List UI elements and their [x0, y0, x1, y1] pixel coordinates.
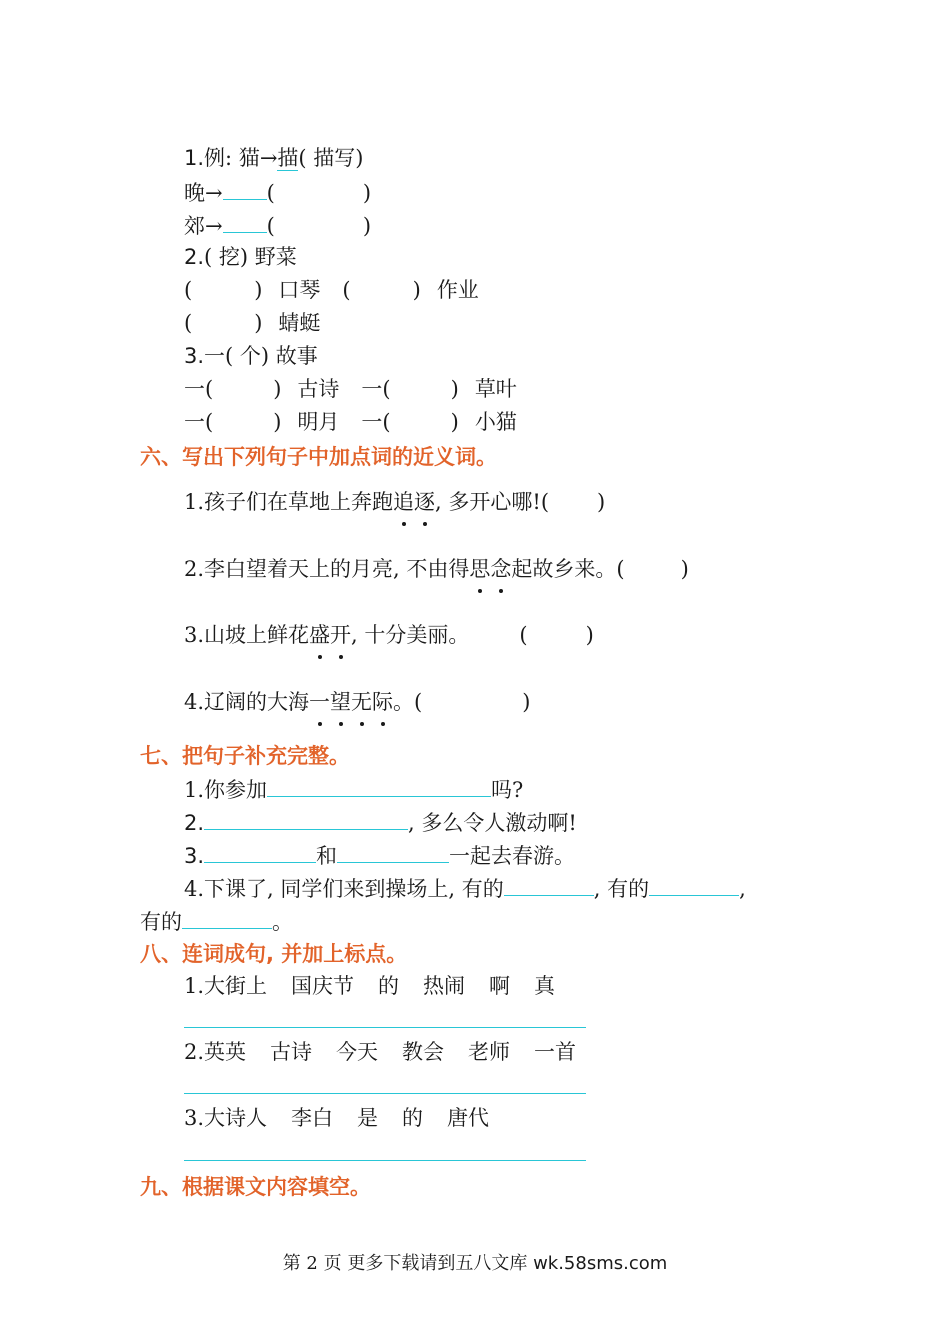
answer-line[interactable]: [184, 1160, 586, 1161]
site-link[interactable]: wk.58sms.com: [533, 1253, 668, 1274]
s6-item-1: 1.孩子们在草地上奔跑追逐, 多开心哪!( ): [184, 490, 606, 514]
s5-q3-example: 3.一( 个) 故事: [184, 344, 318, 368]
s7-item-4-cont: 有的 。: [140, 906, 293, 936]
page-footer: 第 2 页 更多下载请到五八文库 wk.58sms.com: [282, 1253, 668, 1274]
fill-blank[interactable]: [337, 840, 449, 863]
fill-blank[interactable]: [649, 873, 739, 896]
section-9-title: 九、根据课文内容填空。: [140, 1175, 371, 1199]
s7-item-3: 3. 和 一起去春游。: [184, 840, 575, 870]
s8-item-1: 1.大街上 国庆节 的 热闹 啊 真: [184, 974, 556, 998]
fill-blank[interactable]: [223, 177, 267, 200]
s5-q2-row2: ( ) 蜻蜓: [184, 311, 321, 335]
s6-item-4: 4.辽阔的大海一望无际。( ): [184, 690, 531, 714]
fill-blank[interactable]: [182, 906, 272, 929]
section-8-title: 八、连词成句, 并加上标点。: [140, 942, 408, 966]
s5-q1-row-jiao: 郊→ ( ): [184, 210, 371, 240]
answer-line[interactable]: [184, 1027, 586, 1028]
s8-item-3: 3.大诗人 李白 是 的 唐代: [184, 1106, 490, 1130]
s6-item-2: 2.李白望着天上的月亮, 不由得思念起故乡来。( ): [184, 557, 689, 581]
answer-line[interactable]: [184, 1093, 586, 1094]
s6-item-3: 3.山坡上鲜花盛开, 十分美丽。 ( ): [184, 623, 594, 647]
fill-blank[interactable]: [267, 774, 491, 797]
s7-item-4: 4.下课了, 同学们来到操场上, 有的 , 有的 ,: [184, 873, 746, 903]
fill-blank[interactable]: [204, 840, 316, 863]
s5-q2-row1: ( ) 口琴 ( ) 作业: [184, 278, 479, 302]
s5-q3-row1: 一( ) 古诗 一( ) 草叶: [184, 377, 517, 401]
fill-blank[interactable]: [223, 210, 267, 233]
s5-q1-example: 1.例: 猫→描( 描写): [184, 146, 364, 170]
s5-q3-row2: 一( ) 明月 一( ) 小猫: [184, 410, 517, 434]
s5-q1-row-wan: 晚→ ( ): [184, 177, 371, 207]
fill-blank[interactable]: [204, 807, 408, 830]
s8-item-2: 2.英英 古诗 今天 教会 老师 一首: [184, 1040, 577, 1064]
s7-item-2: 2. , 多么令人激动啊!: [184, 807, 577, 837]
fill-blank[interactable]: [504, 873, 594, 896]
section-7-title: 七、把句子补充完整。: [140, 744, 350, 768]
s5-q2-example: 2.( 挖) 野菜: [184, 245, 297, 269]
s7-item-1: 1.你参加 吗?: [184, 774, 523, 804]
section-6-title: 六、写出下列句子中加点词的近义词。: [140, 445, 497, 469]
